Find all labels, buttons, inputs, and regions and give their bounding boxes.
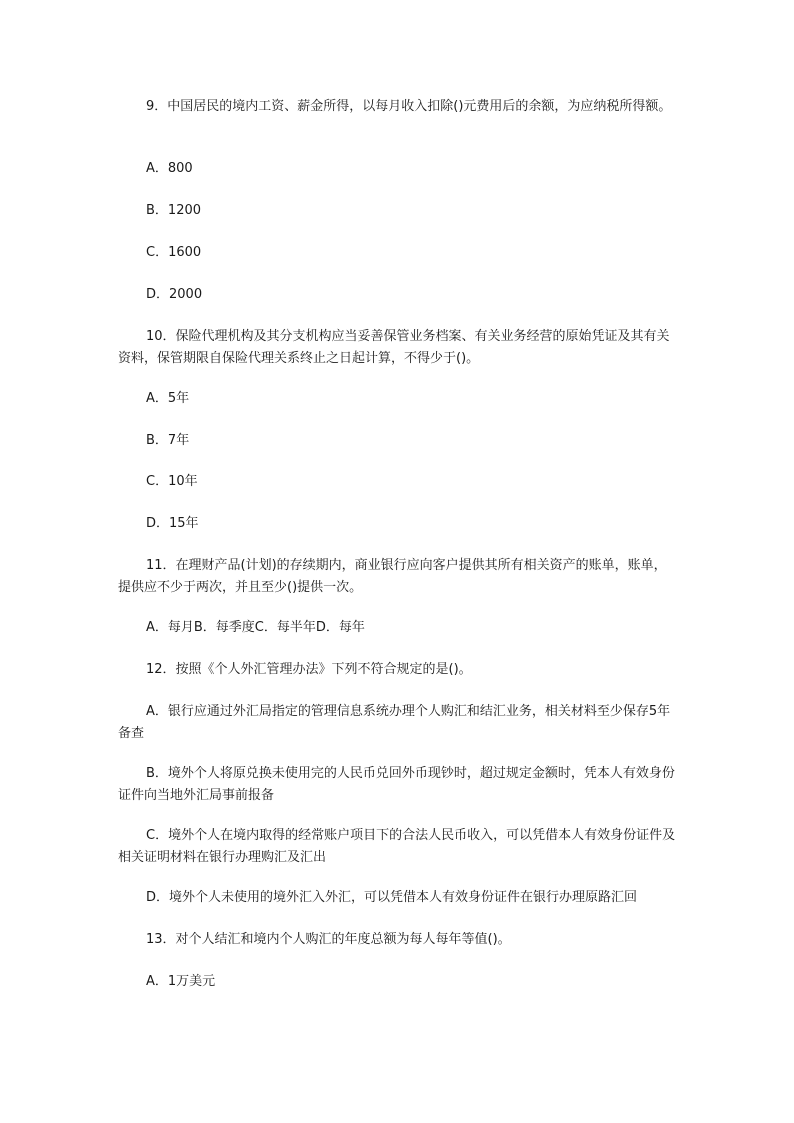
question-12-option-a: A．银行应通过外汇局指定的管理信息系统办理个人购汇和结汇业务，相关材料至少保存5年备查	[118, 704, 671, 741]
question-12-stem: 12．按照《个人外汇管理办法》下列不符合规定的是()。	[146, 662, 472, 677]
question-9-option-a: A．800	[146, 161, 193, 176]
question-12-option-d: D．境外个人未使用的境外汇入外汇，可以凭借本人有效身份证件在银行办理原路汇回	[146, 890, 638, 905]
question-10-option-d: D．15年	[146, 516, 199, 531]
question-10-option-c: C．10年	[146, 474, 198, 489]
question-9-option-b: B．1200	[146, 203, 202, 218]
question-9-stem: 9．中国居民的境内工资、薪金所得，以每月收入扣除()元费用后的余额，为应纳税所得额。	[146, 99, 672, 114]
question-12-option-c: C．境外个人在境内取得的经常账户项目下的合法人民币收入，可以凭借本人有效身份证件及相关证明材料在银行办理购汇及汇出	[118, 828, 676, 865]
question-10-stem: 10．保险代理机构及其分支机构应当妥善保管业务档案、有关业务经营的原始凭证及其有关资料，保管期限自保险代理关系终止之日起计算，不得少于()。	[118, 329, 670, 366]
question-9-option-c: C．1600	[146, 245, 202, 260]
question-13-option-a: A．1万美元	[146, 974, 216, 989]
question-9-option-d: D．2000	[146, 287, 203, 302]
question-11-stem: 11．在理财产品(计划)的存续期内，商业银行应向客户提供其所有相关资产的账单，账单，提供应不少于两次，并且至少()提供一次。	[118, 558, 667, 595]
question-11-options: A．每月B．每季度C．每半年D．每年	[146, 620, 365, 635]
question-10-option-a: A．5年	[146, 391, 190, 406]
question-12-option-b: B．境外个人将原兑换未使用完的人民币兑回外币现钞时，超过规定金额时，凭本人有效身份证件向当地外汇局事前报备	[118, 766, 675, 803]
question-13-stem: 13．对个人结汇和境内个人购汇的年度总额为每人每年等值()。	[146, 932, 511, 947]
question-10-option-b: B．7年	[146, 433, 190, 448]
